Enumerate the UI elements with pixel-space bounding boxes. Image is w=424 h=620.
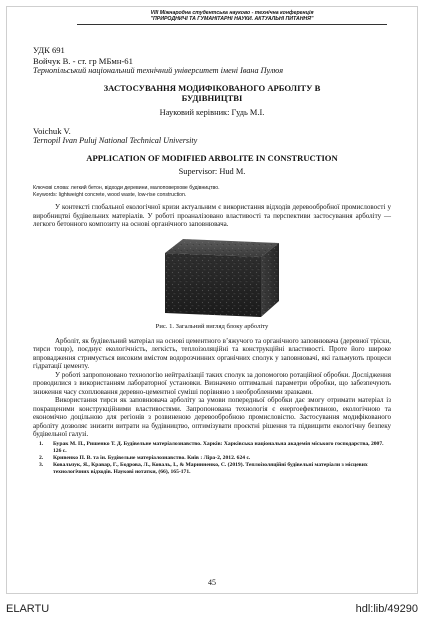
reference-text: Ковальчук, Я., Кравар, Г., Бодрова, Л., Коваль, І., & Маринненко, С. (2019). Теплоізоляційні будівельні матеріали з місцевих технологічних відходів. Наукові нотатки, (66), 165-171. xyxy=(53,461,368,475)
reference-item xyxy=(33,462,391,476)
references-list xyxy=(33,441,391,476)
repository-footer xyxy=(0,598,424,620)
paper-page xyxy=(6,6,418,594)
supervisor-en: Supervisor: Hud M. xyxy=(178,167,246,177)
affiliation-ua: Тернопільський національний технічний університет імені Івана Пулюя xyxy=(33,66,284,76)
paper-content xyxy=(33,45,391,476)
arbolite-block-image xyxy=(33,235,393,321)
udk-code: УДК 691 xyxy=(33,45,65,55)
paragraph-4: Використання тирси як заповнювача арболіту за умови попередньої обробки дає змогу отримати матеріал із покращеними конструкційними властивостями. Запропонована технологія є енергоефективною, екологічною та економічно доцільною для регіонів з розвиненою деревообробною промисловістю. Застосування модифікованого арболіту дозволяє знизити витрати на будівництво, оптимізувати проєктні рішення та підвищити екологічну безпеку будівельної галузі. xyxy=(33,396,391,439)
repository-name: ELARTU xyxy=(6,603,50,615)
title-ua xyxy=(33,83,391,104)
keywords xyxy=(33,185,391,198)
title-en: APPLICATION OF MODIFIED ARBOLITE IN CONSTRUCTION xyxy=(86,152,338,163)
supervisor-ua-label: Науковий керівник: xyxy=(159,107,232,117)
keywords-ua: Ключові слова: легкий бетон, відходи деревини, малоповерхове будівництво. xyxy=(33,185,220,192)
reference-text: Кривенко П. В. та ін. Будівельне матеріалознавство. Київ : Ліра-2, 2012. 624 с. xyxy=(53,454,251,461)
figure-arbolite-block xyxy=(33,235,391,321)
title-ua-line-1: ЗАСТОСУВАННЯ МОДИФІКОВАНОГО АРБОЛІТУ В xyxy=(103,82,321,93)
author-ua: Войчук В. - ст. гр МБмн-61 xyxy=(33,55,133,66)
reference-item xyxy=(33,441,391,455)
reference-number: 1. xyxy=(39,440,44,447)
author-en: Voichuk V. xyxy=(33,125,71,136)
keywords-en: Keywords: lightweight concrete, wood waste, low-rise construction. xyxy=(33,191,187,198)
paragraph-3: У роботі запропоновано технологію нейтралізації таких сполук за допомогою ротаційної обробки. Дослідження проводилися з використанням лабораторної установки. Визначено оптимальні параметри обробки, що забезпечують зниження часу схоплювання деревно-цементної суміші порівняно з необробленими зразками. xyxy=(33,370,391,396)
conference-header xyxy=(67,10,397,22)
reference-number: 3. xyxy=(39,461,44,468)
conference-line-2: "ПРИРОДНИЧІ ТА ГУМАНІТАРНІ НАУКИ. АКТУАЛЬНІ ПИТАННЯ" xyxy=(150,16,314,22)
supervisor-ua xyxy=(33,108,391,118)
conference-line-1: VIII Міжнародна студентська науково - технічна конференція xyxy=(150,10,314,16)
paragraph-2: Арболіт, як будівельний матеріал на основі цементного в’яжучого та органічного заповнювача (деревної тріски, тирси тощо), поєднує екологічність, легкість, теплоізоляційні та конструкційні властивості. Проте його широке впровадження стримується високим вмістом водорозчинних органічних сполук у заповнювачі, які гальмують процеси гідратації цементу. xyxy=(33,336,391,371)
supervisor-ua-name: Гудь М.І. xyxy=(231,107,265,117)
reference-item xyxy=(33,455,391,462)
reference-number: 2. xyxy=(39,454,44,461)
reference-text: Бурак М. П., Ришенко Т. Д. Будівельне матеріалознавство. Харків: Харківська національна академія міського господарства, 2007. 126 с. xyxy=(53,440,384,454)
paragraph-intro: У контексті глобальної екологічної кризи актуальним є використання відходів деревообробної промисловості у виробництві будівельних матеріалів. У роботі проаналізовано властивості та перспективи застосування арболіту — легкого бетонного композиту на основі органічного заповнювача. xyxy=(33,203,391,229)
handle-link[interactable]: hdl:lib/49290 xyxy=(355,603,418,615)
affiliation-en: Ternopil Ivan Puluj National Technical University xyxy=(33,136,198,146)
header-divider xyxy=(77,24,387,25)
page-number: 45 xyxy=(208,578,216,587)
figure-caption: Рис. 1. Загальний вигляд блоку арболіту xyxy=(155,322,269,330)
title-ua-line-2: БУДІВНИЦТВІ xyxy=(181,93,243,104)
